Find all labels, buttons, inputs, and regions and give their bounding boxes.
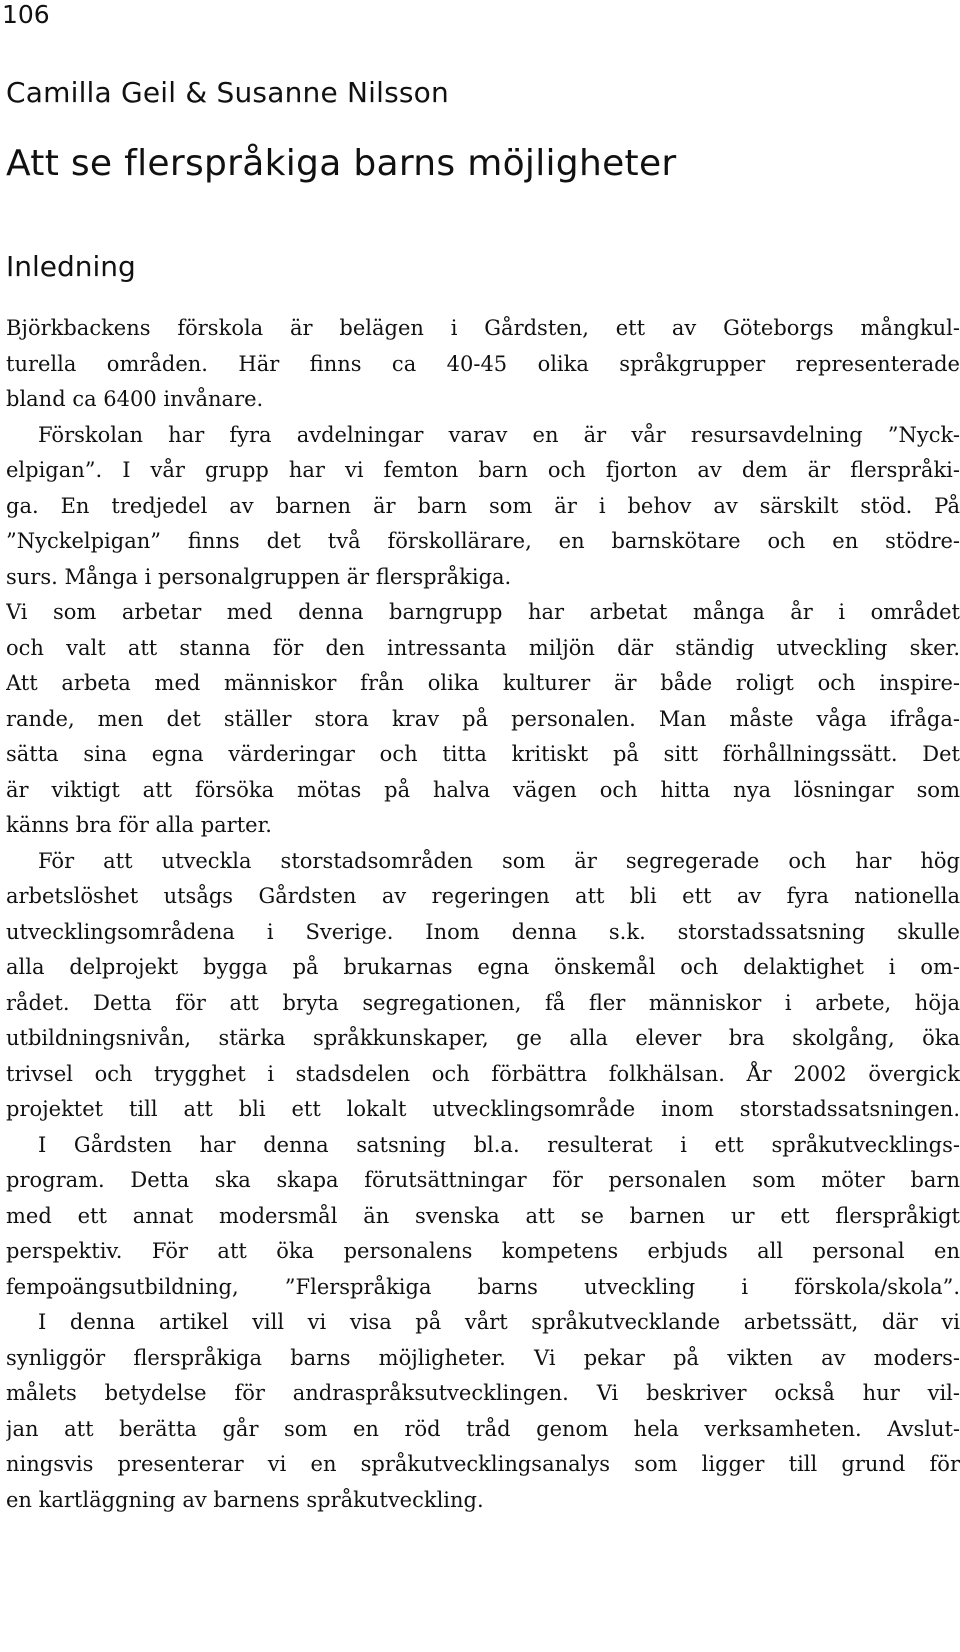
body-line: och valt att stanna för den intressanta miljön där ständig utveckling sker. — [6, 635, 960, 660]
body-line: I denna artikel vill vi visa på vårt språkutvecklande arbetssätt, där vi — [38, 1310, 960, 1334]
body-line: målets betydelse för andraspråksutvecklingen. Vi beskriver också hur vil- — [6, 1381, 960, 1405]
body-line: perspektiv. För att öka personalens kompetens erbjuds all personal en — [6, 1239, 960, 1263]
body-line: Att arbeta med människor från olika kulturer är både roligt och inspire- — [6, 671, 960, 695]
article-authors: Camilla Geil & Susanne Nilsson — [6, 76, 449, 109]
body-line: projektet till att bli ett lokalt utvecklingsområde inom storstadssatsningen. — [6, 1097, 960, 1121]
body-line: elpigan”. I vår grupp har vi femton barn och fjorton av dem är flerspråki- — [6, 458, 960, 482]
body-line: ”Nyckelpigan” finns det två förskollärare, en barnskötare och en stödre- — [6, 529, 960, 553]
body-line: Förskolan har fyra avdelningar varav en är vår resursavdelning ”Nyck- — [38, 422, 960, 447]
body-line: rådet. Detta för att bryta segregationen, få fler människor i arbete, höja — [6, 990, 960, 1015]
body-line: För att utveckla storstadsområden som är segregerade och har hög — [38, 848, 960, 873]
body-line: utbildningsnivån, stärka språkkunskaper, ge alla elever bra skolgång, öka — [6, 1026, 960, 1050]
body-line: turella områden. Här finns ca 40-45 olika språkgrupper representerade — [6, 351, 960, 376]
body-line: rande, men det ställer stora krav på personalen. Man måste våga ifråga- — [6, 706, 960, 731]
body-line: utvecklingsområdena i Sverige. Inom denna s.k. storstadssatsning skulle — [6, 919, 960, 944]
article-body — [6, 311, 960, 1518]
body-line: bland ca 6400 invånare. — [6, 387, 264, 411]
body-line: ga. En tredjedel av barnen är barn som är i behov av särskilt stöd. På — [6, 493, 960, 518]
body-line: en kartläggning av barnens språkutveckling. — [6, 1487, 484, 1512]
body-line: jan att berätta går som en röd tråd genom hela verksamheten. Avslut- — [6, 1416, 960, 1441]
body-line: ningsvis presenterar vi en språkutvecklingsanalys som ligger till grund för — [6, 1452, 960, 1476]
body-line: Vi som arbetar med denna barngrupp har arbetat många år i området — [6, 600, 960, 624]
body-line: program. Detta ska skapa förutsättningar för personalen som möter barn — [6, 1168, 960, 1192]
body-line: känns bra för alla parter. — [6, 813, 272, 837]
body-line: är viktigt att försöka mötas på halva vägen och hitta nya lösningar som — [6, 777, 960, 802]
body-line: alla delprojekt bygga på brukarnas egna önskemål och delaktighet i om- — [6, 955, 960, 979]
body-line: Björkbackens förskola är belägen i Gårdsten, ett av Göteborgs mångkul- — [6, 316, 960, 340]
body-line: fempoängsutbildning, ”Flerspråkiga barns utveckling i förskola/skola”. — [6, 1274, 960, 1299]
body-line: sätta sina egna värderingar och titta kritiskt på sitt förhållningssätt. Det — [6, 742, 960, 766]
section-heading: Inledning — [6, 250, 136, 283]
body-line: arbetslöshet utsågs Gårdsten av regeringen att bli ett av fyra nationella — [6, 884, 960, 908]
article-title: Att se flerspråkiga barns möjligheter — [6, 143, 677, 184]
page-number: 106 — [2, 0, 50, 29]
body-line: med ett annat modersmål än svenska att se barnen ur ett flerspråkigt — [6, 1203, 960, 1228]
body-line: surs. Många i personalgruppen är flerspråkiga. — [6, 564, 512, 589]
body-line: trivsel och trygghet i stadsdelen och förbättra folkhälsan. År 2002 övergick — [6, 1061, 960, 1086]
body-line: I Gårdsten har denna satsning bl.a. resulterat i ett språkutvecklings- — [38, 1132, 960, 1157]
body-line: synliggör flerspråkiga barns möjligheter. Vi pekar på vikten av moders- — [6, 1345, 960, 1370]
